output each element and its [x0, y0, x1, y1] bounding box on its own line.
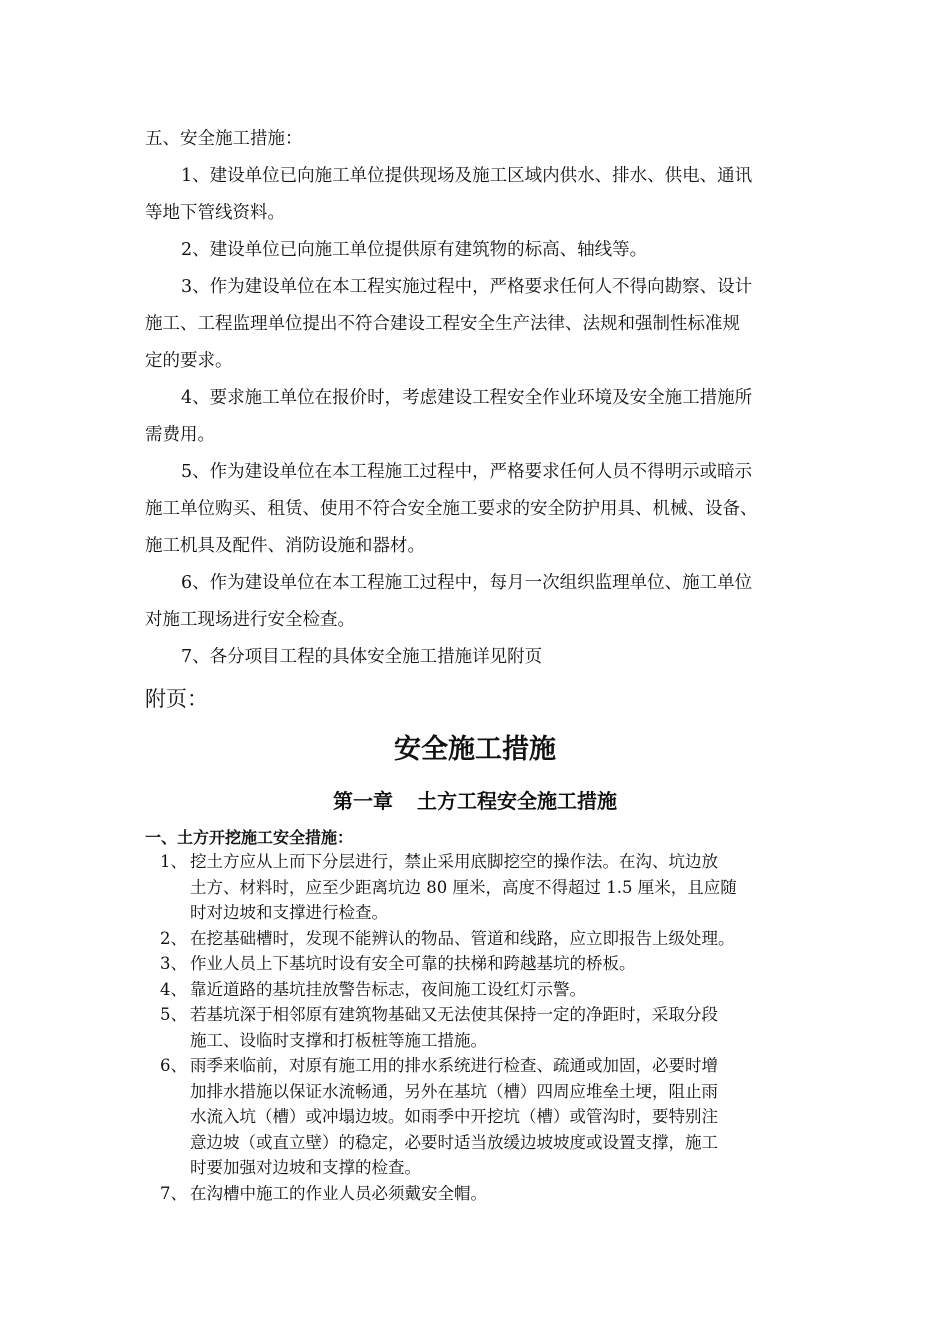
section-5-paragraph-line: 需费用。 — [145, 425, 215, 445]
list-item — [160, 1053, 820, 1181]
list-item-text — [190, 1181, 820, 1207]
chapter-heading — [0, 786, 950, 816]
list-item-line: 时对边坡和支撑进行检查。 — [190, 903, 388, 922]
list-item-line: 在沟槽中施工的作业人员必须戴安全帽。 — [190, 1183, 487, 1203]
list-item — [160, 977, 820, 1003]
list-item-number: 7、 — [160, 1183, 187, 1203]
section-5-paragraph-line: 1、建设单位已向施工单位提供现场及施工区域内供水、排水、供电、通讯 — [181, 166, 753, 186]
list-item-number: 3、 — [160, 954, 187, 973]
list-item-number: 2、 — [160, 928, 187, 948]
section-5-paragraph-line: 5、作为建设单位在本工程施工过程中，严格要求任何人员不得明示或暗示 — [181, 462, 753, 482]
list-item-text — [190, 1053, 820, 1181]
appendix-label: 附页： — [145, 687, 208, 711]
section-5-paragraph-line: 6、作为建设单位在本工程施工过程中，每月一次组织监理单位、施工单位 — [181, 573, 753, 593]
section-5-paragraph-line: 对施工现场进行安全检查。 — [145, 610, 355, 630]
list-item-text — [190, 951, 820, 977]
section-5-heading: 五、安全施工措施： — [145, 129, 303, 149]
section-5-paragraph-line: 施工单位购买、租赁、使用不符合安全施工要求的安全防护用具、机械、设备、 — [145, 499, 758, 519]
list-item-line: 在挖基础槽时，发现不能辨认的物品、管道和线路，应立即报告上级处理。 — [190, 928, 735, 948]
document-title: 安全施工措施 — [394, 734, 556, 765]
list-item-line: 加排水措施以保证水流畅通，另外在基坑（槽）四周应堆垒土埂，阻止雨 — [190, 1081, 718, 1101]
list-item-line: 若基坑深于相邻原有建筑物基础又无法使其保持一定的净距时，采取分段 — [190, 1005, 718, 1024]
section-5 — [145, 121, 835, 676]
list-item-line: 作业人员上下基坑时设有安全可靠的扶梯和跨越基坑的桥板。 — [190, 954, 636, 973]
chapter-number: 第一章 — [333, 789, 393, 813]
list-item-line: 施工、设临时支撑和打板桩等施工措施。 — [190, 1030, 487, 1050]
subsection-heading: 一、土方开挖施工安全措施： — [145, 828, 354, 847]
list-item — [160, 1181, 820, 1207]
section-5-paragraph-line: 4、要求施工单位在报价时，考虑建设工程安全作业环境及安全施工措施所 — [181, 388, 753, 408]
section-5-paragraph-line: 7、各分项目工程的具体安全施工措施详见附页 — [181, 647, 543, 667]
section-5-paragraph-line: 2、建设单位已向施工单位提供原有建筑物的标高、轴线等。 — [181, 240, 648, 260]
section-5-paragraph-line: 3、作为建设单位在本工程实施过程中，严格要求任何人不得向勘察、设计 — [181, 277, 753, 297]
list-item-number: 4、 — [160, 979, 187, 999]
list-item-line: 意边坡（或直立壁）的稳定，必要时适当放缓边坡坡度或设置支撑，施工 — [190, 1132, 718, 1152]
list-item — [160, 951, 820, 977]
section-5-paragraph-line: 定的要求。 — [145, 351, 233, 371]
list-item — [160, 926, 820, 952]
list-item-number: 1、 — [160, 852, 187, 871]
chapter-title: 土方工程安全施工措施 — [417, 789, 617, 813]
list-item-number: 6、 — [160, 1056, 187, 1075]
list-item-line: 靠近道路的基坑挂放警告标志，夜间施工设红灯示警。 — [190, 979, 586, 999]
section-5-paragraphs — [145, 158, 835, 676]
list-item-line: 时要加强对边坡和支撑的检查。 — [190, 1158, 421, 1177]
section-5-paragraph-line: 施工、工程监理单位提出不符合建设工程安全生产法律、法规和强制性标准规 — [145, 314, 740, 334]
list-item-text — [190, 977, 820, 1003]
list-item — [160, 849, 820, 926]
section-5-paragraph-line: 等地下管线资料。 — [145, 203, 285, 223]
list-item-number: 5、 — [160, 1005, 187, 1024]
list-item-line: 土方、材料时，应至少距离坑边 80 厘米，高度不得超过 1.5 厘米，且应随 — [190, 877, 737, 897]
list-item-line: 挖土方应从上而下分层进行，禁止采用底脚挖空的操作法。在沟、坑边放 — [190, 852, 718, 871]
list-item-text — [190, 926, 820, 952]
list-item-text — [190, 849, 820, 926]
list-item — [160, 1002, 820, 1053]
subsection-items — [160, 849, 820, 1206]
list-item-line: 水流入坑（槽）或冲塌边坡。如雨季中开挖坑（槽）或管沟时，要特别注 — [190, 1107, 718, 1126]
list-item-line: 雨季来临前，对原有施工用的排水系统进行检查、疏通或加固，必要时增 — [190, 1056, 718, 1075]
section-5-paragraph-line: 施工机具及配件、消防设施和器材。 — [145, 536, 425, 556]
list-item-text — [190, 1002, 820, 1053]
